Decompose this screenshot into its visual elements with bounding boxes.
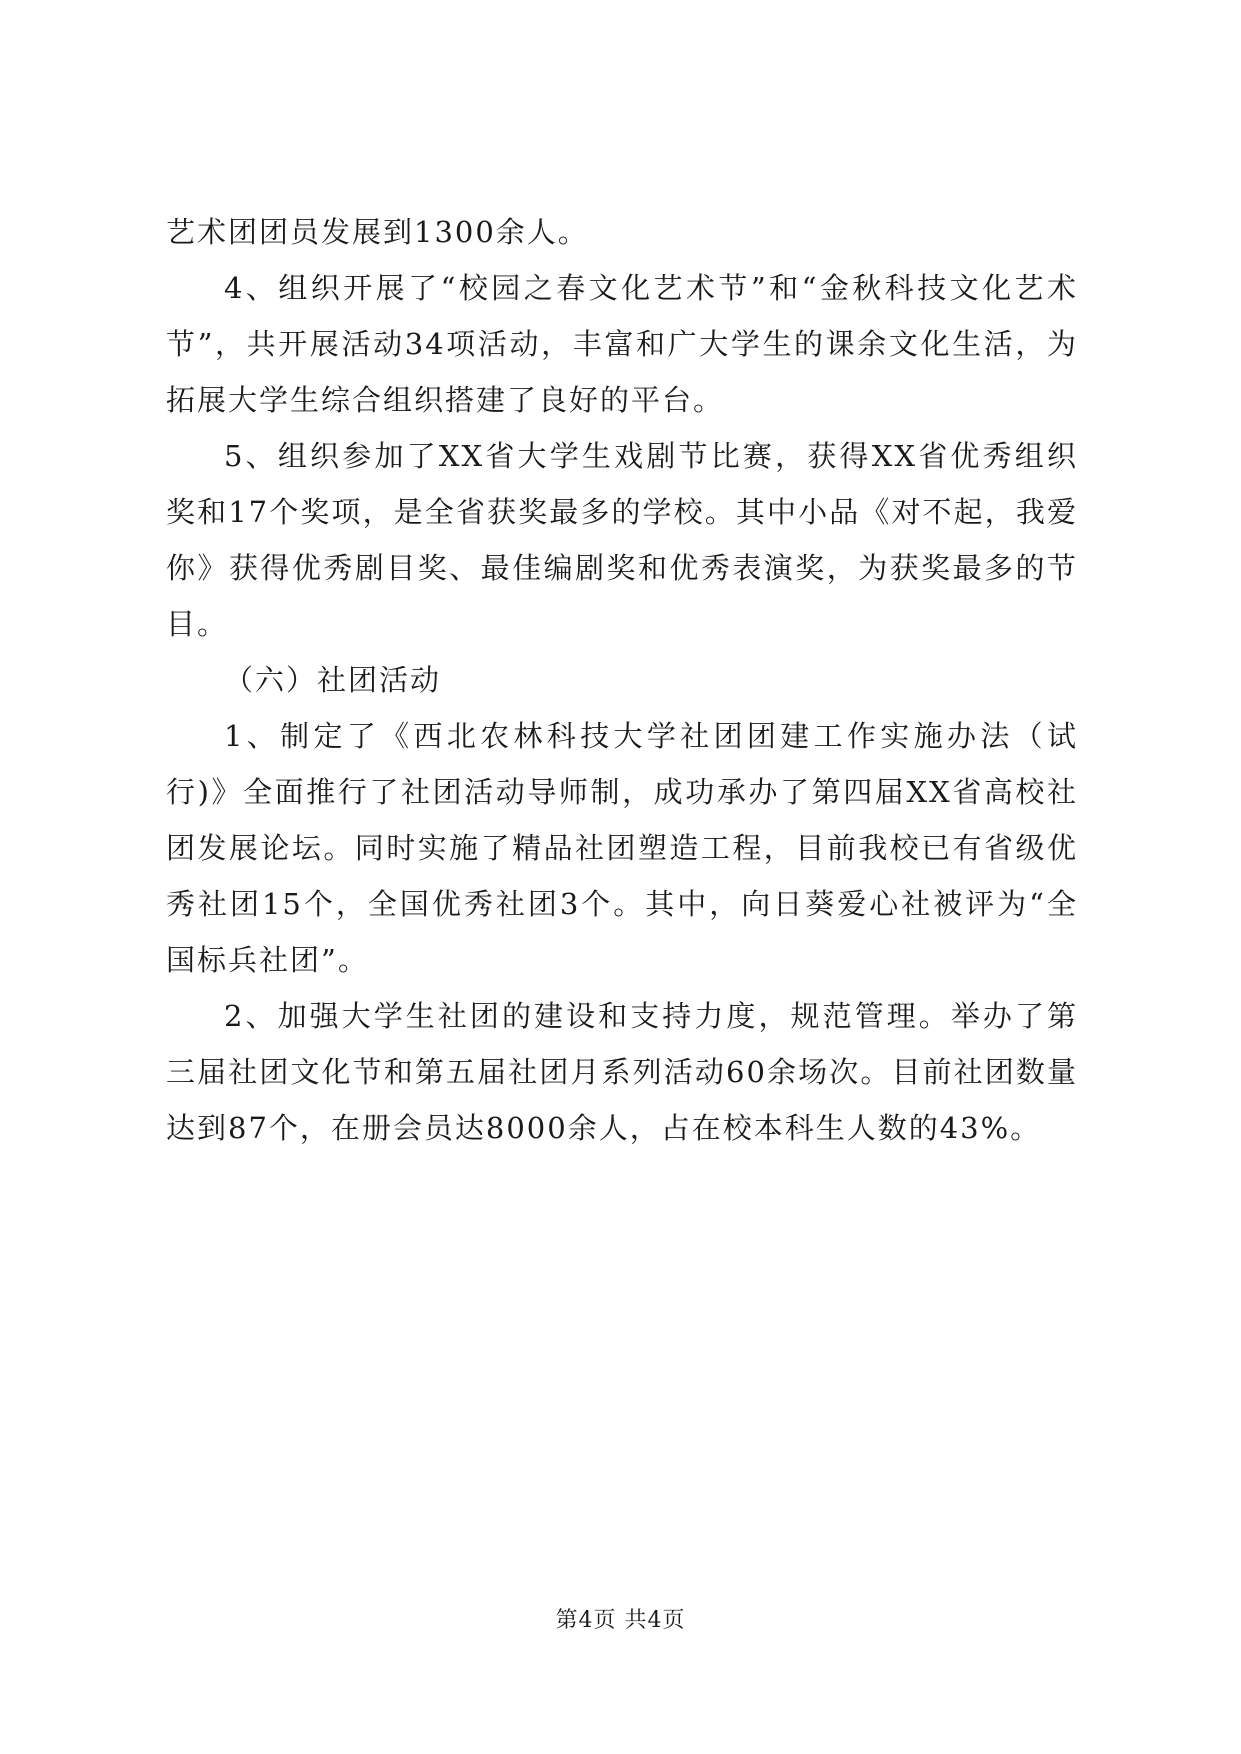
paragraph-club-item-1: 1、制定了《西北农林科技大学社团团建工作实施办法（试行)》全面推行了社团活动导师制，成功承办了第四届XX省高校社团发展论坛。同时实施了精品社团塑造工程，目前我校已有省级优秀社团15个，全国优秀社团3个。其中，向日葵爱心社被评为“全国标兵社团”。 <box>166 719 1078 977</box>
paragraph-item-4: 4、组织开展了“校园之春文化艺术节”和“金秋科技文化艺术节”，共开展活动34项活动，丰富和广大学生的课余文化生活，为拓展大学生综合组织搭建了良好的平台。 <box>166 271 1078 417</box>
paragraph-club-item-2: 2、加强大学生社团的建设和支持力度，规范管理。举办了第三届社团文化节和第五届社团月系列活动60余场次。目前社团数量达到87个，在册会员达8000余人，占在校本科生人数的43%。 <box>166 999 1078 1145</box>
paragraph-continuation: 艺术团团员发展到1300余人。 <box>166 215 589 249</box>
section-heading: （六）社团活动 <box>224 663 442 697</box>
page-number-footer: 第4页 共4页 <box>555 1608 686 1633</box>
document-body <box>166 204 1078 1156</box>
paragraph-item-5: 5、组织参加了XX省大学生戏剧节比赛，获得XX省优秀组织奖和17个奖项，是全省获奖最多的学校。其中小品《对不起，我爱你》获得优秀剧目奖、最佳编剧奖和优秀表演奖，为获奖最多的节目。 <box>166 439 1078 641</box>
